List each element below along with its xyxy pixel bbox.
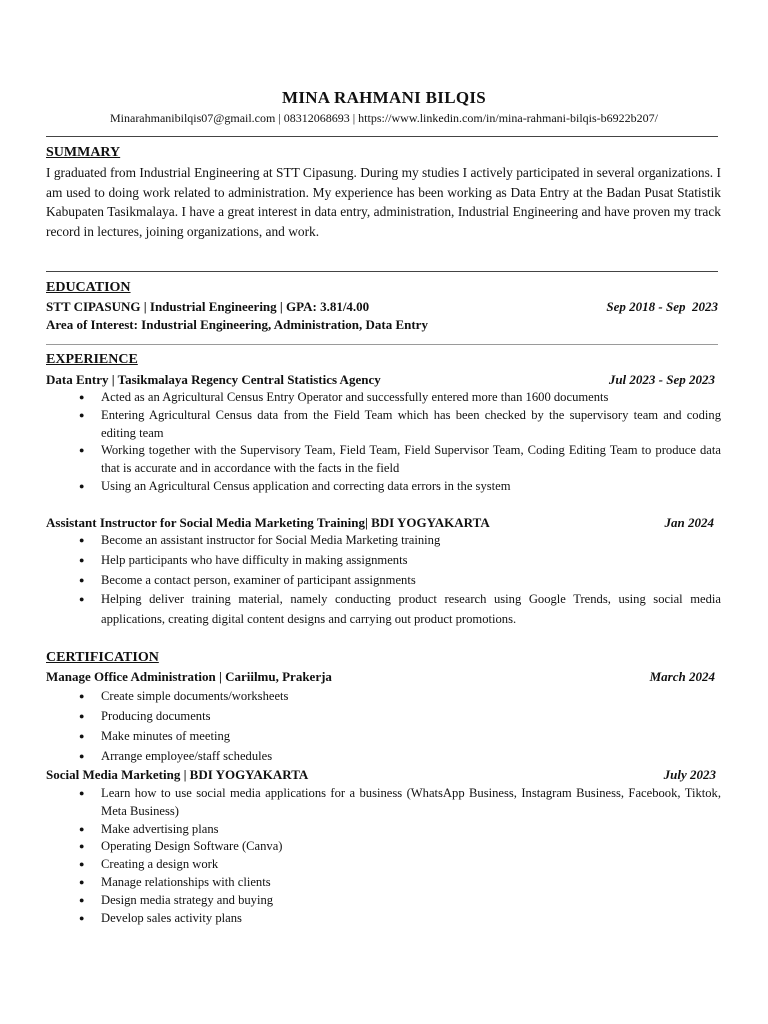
experience-title: EXPERIENCE	[46, 352, 138, 367]
education-divider	[46, 344, 718, 345]
certification-title: CERTIFICATION	[46, 650, 159, 665]
job-date: Jul 2023 - Sep 2023	[608, 372, 715, 387]
list-item: ● Operating Design Software (Canva)	[101, 838, 721, 856]
education-entry: STT CIPASUNG | Industrial Engineering | GPA: 3.81/4.00	[46, 299, 370, 314]
header-divider	[46, 136, 718, 137]
summary-divider	[46, 271, 718, 272]
candidate-name: MINA RAHMANI BILQIS	[281, 88, 487, 107]
job-bullets	[101, 389, 721, 496]
list-item: ● Develop sales activity plans	[101, 910, 721, 928]
list-item: ● Helping deliver training material, namely conducting product research using Google Trends, using social media applications, creating digital content designs and carrying out product promotions.	[101, 590, 721, 630]
list-item: ● Acted as an Agricultural Census Entry Operator and successfully entered more than 1600 documents	[101, 389, 721, 407]
list-item: ● Help participants who have difficulty in making assignments	[101, 551, 721, 571]
list-item: ● Learn how to use social media applications for a business (WhatsApp Business, Instagram Business, Facebook, Tiktok, Meta Business)	[101, 785, 721, 821]
list-item: ● Manage relationships with clients	[101, 874, 721, 892]
list-item: ● Working together with the Supervisory Team, Field Team, Field Supervisor Team, Coding Editing Team to produce data that is accurate and in accordance with the facts in the field	[101, 442, 721, 478]
list-item: ● Make minutes of meeting	[101, 726, 721, 746]
summary-title: SUMMARY	[46, 145, 121, 160]
list-item: ● Become a contact person, examiner of participant assignments	[101, 571, 721, 591]
job-heading: Assistant Instructor for Social Media Marketing Training| BDI YOGYAKARTA	[46, 515, 490, 530]
list-item: ● Entering Agricultural Census data from the Field Team which has been checked by the supervisory team and coding editing team	[101, 407, 721, 443]
certification-bullets	[101, 785, 721, 927]
list-item: ● Design media strategy and buying	[101, 892, 721, 910]
education-interest: Area of Interest: Industrial Engineering, Administration, Data Entry	[46, 317, 428, 332]
education-title: EDUCATION	[46, 280, 131, 295]
summary-text: I graduated from Industrial Engineering at STT Cipasung. During my studies I actively participated in several organizations. I am used to doing work related to administration. My experience has been working as Data Entry at the Badan Pusat Statistik Kabupaten Tasikmalaya. I have a great interest in data entry, administration, Industrial Engineering and have proven my track record in lectures, joining organizations, and work.	[46, 165, 721, 239]
education-date: Sep 2018 - Sep 2023	[606, 299, 718, 314]
job-bullets	[101, 531, 721, 630]
list-item: ● Arrange employee/staff schedules	[101, 746, 721, 766]
certification-date: March 2024	[649, 669, 715, 684]
list-item: ● Create simple documents/worksheets	[101, 686, 721, 706]
certification-heading: Manage Office Administration | Cariilmu, Prakerja	[46, 669, 332, 684]
list-item: ● Make advertising plans	[101, 821, 721, 839]
job-heading: Data Entry | Tasikmalaya Regency Central Statistics Agency	[46, 372, 381, 387]
job-date: Jan 2024	[664, 515, 714, 530]
certification-date: July 2023	[663, 767, 716, 782]
certification-heading: Social Media Marketing | BDI YOGYAKARTA	[46, 767, 309, 782]
certification-bullets	[101, 686, 721, 766]
list-item: ● Using an Agricultural Census application and correcting data errors in the system	[101, 478, 721, 496]
list-item: ● Producing documents	[101, 706, 721, 726]
contact-line: Minarahmanibilqis07@gmail.com | 08312068693 | https://www.linkedin.com/in/mina-rahmani-bilqis-b6922b207/	[109, 111, 658, 125]
list-item: ● Become an assistant instructor for Social Media Marketing training	[101, 531, 721, 551]
list-item: ● Creating a design work	[101, 856, 721, 874]
